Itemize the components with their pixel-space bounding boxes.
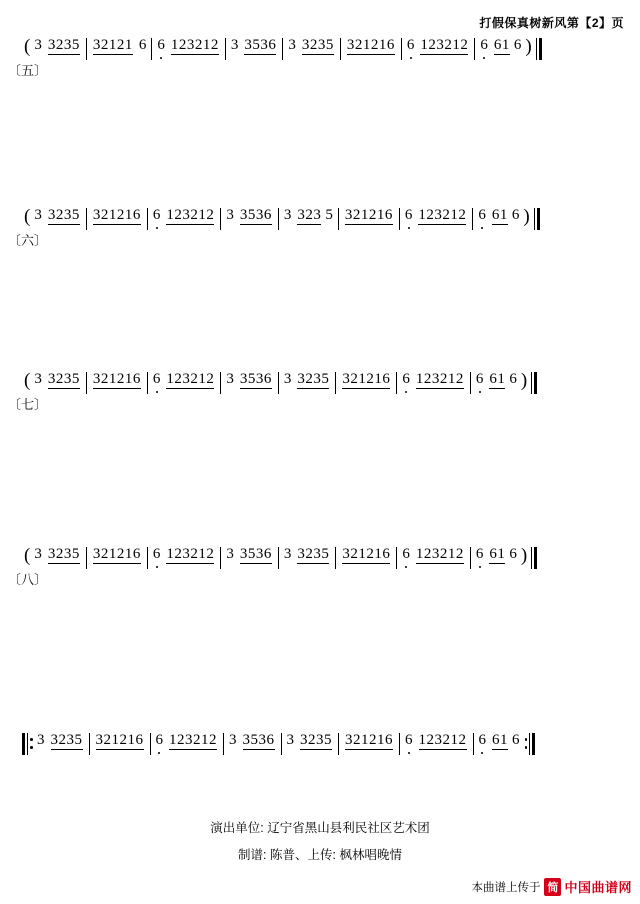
barline <box>281 733 282 755</box>
measure: 3 3235 <box>32 547 83 567</box>
barline <box>147 547 148 569</box>
barline <box>220 547 221 569</box>
barline <box>86 547 87 569</box>
barline <box>472 208 473 230</box>
barline <box>401 38 402 60</box>
repeat-end-icon <box>524 733 535 755</box>
barline <box>220 372 221 394</box>
barline <box>473 733 474 755</box>
measure: 3 3235 <box>32 372 83 392</box>
barline <box>335 547 336 569</box>
measure: 32121 6 <box>90 38 149 58</box>
measure: 3 3536 <box>224 208 275 228</box>
close-paren-icon: ) <box>523 206 530 227</box>
barline <box>470 547 471 569</box>
close-paren-icon: ) <box>525 36 532 57</box>
measure: 6 123212 <box>151 547 218 567</box>
measure: 3 3235 <box>35 733 86 753</box>
measure: 3 3235 <box>32 208 83 228</box>
close-paren-icon: ) <box>520 545 528 566</box>
notation-line-6 <box>22 208 634 242</box>
barline <box>399 733 400 755</box>
notation-line-8 <box>22 547 634 581</box>
barline <box>150 733 151 755</box>
measure: 321216 <box>90 372 144 392</box>
measure: 3 323 5 <box>282 208 335 228</box>
watermark-text: 本曲谱上传于 <box>471 881 541 894</box>
measure: 321216 <box>339 547 393 567</box>
measure: 6 123212 <box>405 38 472 58</box>
system-label-5: 〔五〕 <box>8 63 48 78</box>
final-barline <box>534 208 542 230</box>
barline <box>338 208 339 230</box>
site-watermark[interactable] <box>471 877 632 896</box>
barline <box>474 38 475 60</box>
music-system-7 <box>0 372 640 412</box>
measure: 6 123212 <box>400 372 467 392</box>
barline <box>278 547 279 569</box>
barline <box>282 38 283 60</box>
measure: 3 3235 <box>282 372 333 392</box>
barline <box>86 38 87 60</box>
measure: 3 3536 <box>224 547 275 567</box>
music-system-6 <box>0 208 640 248</box>
barline <box>399 208 400 230</box>
open-paren-icon: ( <box>24 545 31 566</box>
measure: 6 123212 <box>400 547 467 567</box>
measure: 3 3536 <box>224 372 275 392</box>
system-label-8: 〔八〕 <box>8 572 48 587</box>
site-brand-name[interactable]: 中国曲谱网 <box>564 880 632 895</box>
final-barline <box>531 372 539 394</box>
notation-line-5 <box>22 38 634 72</box>
notation-line-final <box>22 733 634 767</box>
measure: 321216 <box>93 733 147 753</box>
measure: 6 61 6 <box>476 208 521 228</box>
music-system-8 <box>0 547 640 587</box>
measure: 321216 <box>90 547 144 567</box>
close-paren-icon: ) <box>520 370 528 391</box>
measure: 3 3235 <box>286 38 337 58</box>
barline <box>86 372 87 394</box>
measure: 3 3536 <box>227 733 278 753</box>
measure: 321216 <box>339 372 393 392</box>
measure: 3 3235 <box>285 733 336 753</box>
barline <box>223 733 224 755</box>
measure: 321216 <box>342 208 396 228</box>
system-label-6: 〔六〕 <box>8 233 48 248</box>
barline <box>340 38 341 60</box>
arranger-credit: 制谱: 陈普、上传: 枫林唱晚情 <box>238 848 402 862</box>
measure: 6 123212 <box>403 208 470 228</box>
barline <box>147 372 148 394</box>
music-system-5 <box>0 38 640 78</box>
measure: 6 61 6 <box>474 547 519 567</box>
site-logo-icon: 简 <box>544 878 561 896</box>
barline <box>335 372 336 394</box>
barline <box>396 547 397 569</box>
barline <box>86 208 87 230</box>
barline <box>89 733 90 755</box>
barline <box>151 38 152 60</box>
system-label-7: 〔七〕 <box>8 397 48 412</box>
performer-credit: 演出单位: 辽宁省黑山县利民社区艺术团 <box>210 821 430 835</box>
barline <box>278 372 279 394</box>
barline <box>338 733 339 755</box>
final-barline <box>536 38 544 60</box>
measure: 6 123212 <box>154 733 221 753</box>
repeat-start-icon <box>22 733 33 755</box>
open-paren-icon: ( <box>24 206 31 227</box>
barline <box>147 208 148 230</box>
barline <box>220 208 221 230</box>
final-barline <box>531 547 539 569</box>
barline <box>278 208 279 230</box>
measure: 3 3235 <box>32 38 83 58</box>
measure: 6 123212 <box>151 208 218 228</box>
measure: 3 3235 <box>282 547 333 567</box>
measure: 6 123212 <box>403 733 470 753</box>
measure: 321216 <box>342 733 396 753</box>
open-paren-icon: ( <box>24 36 31 57</box>
music-system-final <box>0 733 640 773</box>
measure: 6 61 6 <box>478 38 523 58</box>
measure: 3 3536 <box>229 38 280 58</box>
measure: 6 123212 <box>155 38 222 58</box>
measure: 321216 <box>90 208 144 228</box>
measure: 6 123212 <box>151 372 218 392</box>
measure: 321216 <box>344 38 398 58</box>
measure: 6 61 6 <box>477 733 522 753</box>
open-paren-icon: ( <box>24 370 31 391</box>
measure: 6 61 6 <box>474 372 519 392</box>
notation-line-7 <box>22 372 634 406</box>
barline <box>225 38 226 60</box>
barline <box>396 372 397 394</box>
barline <box>470 372 471 394</box>
page-title: 打假保真树新风第【2】页 <box>479 16 624 30</box>
